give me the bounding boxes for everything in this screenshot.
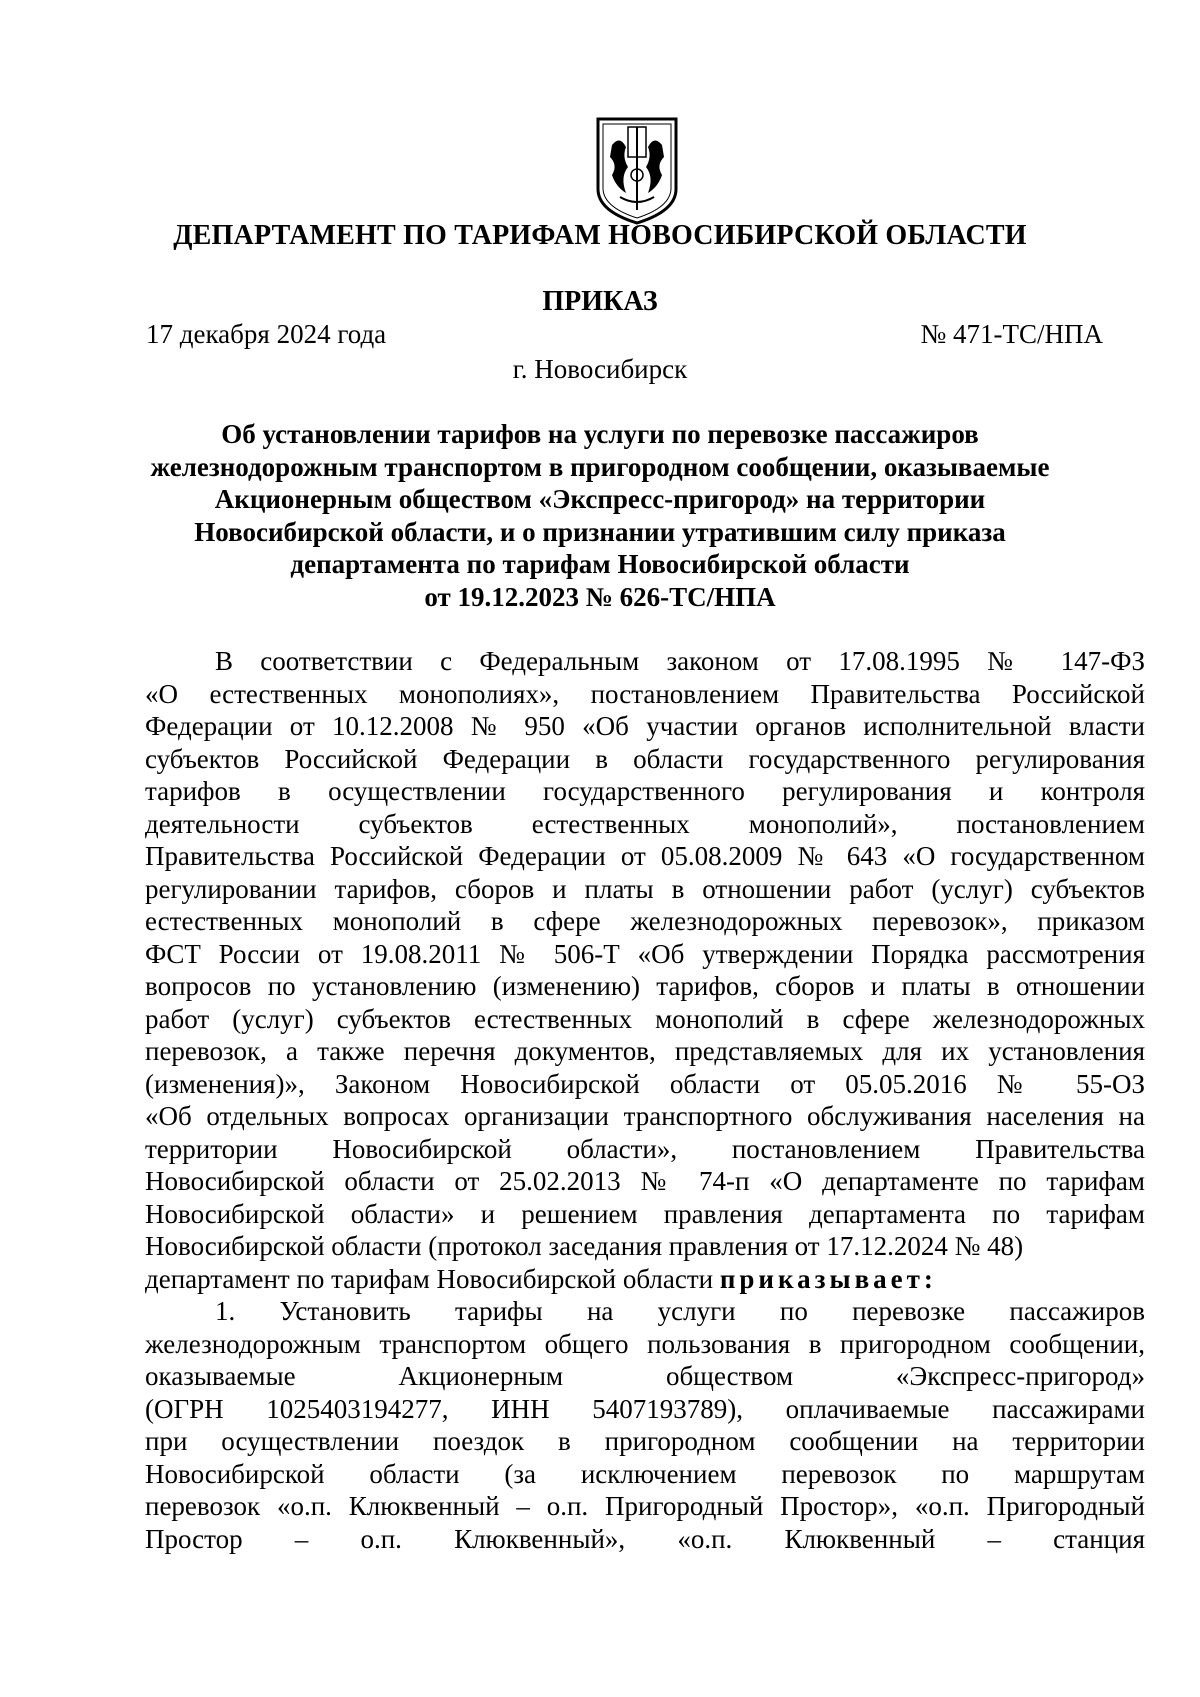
preamble-line: деятельности субъектов естественных монополий», постановлением [145,808,1145,839]
subject-line: Акционерным обществом «Экспресс-пригород» на территории [214,484,986,515]
preamble-line: «О естественных монополиях», постановлением Правительства Российской [145,678,1145,709]
item-1-line: железнодорожным транспортом общего пользования в пригородном сообщении, [145,1328,1145,1359]
item-1-line: 1. Установить тарифы на услуги по перевозке пассажиров [215,1296,1145,1326]
subject-line: Новосибирской области, и о признании утратившим силу приказа [194,516,1006,547]
preamble-line: ФСТ России от 19.08.2011 № 506-Т «Об утверждении Порядка рассмотрения [145,938,1145,969]
item-1-line: оказываемые Акционерным обществом «Экспресс-пригород» [145,1361,1145,1391]
preamble-line: вопросов по установлению (изменению) тарифов, сборов и платы в отношении [145,971,1145,1001]
order-number: № 471-ТС/НПА [920,319,1103,349]
item-1-line: при осуществлении поездок в пригородном сообщении на территории [145,1426,1145,1456]
decree-keyword: приказывает: [719,1263,937,1294]
preamble-line: субъектов Российской Федерации в области государственного регулирования [145,743,1145,774]
order-body [145,645,1145,1555]
preamble-line: Правительства Российской Федерации от 05.08.2009 № 643 «О государственном [145,841,1145,871]
order-city: г. Новосибирск [512,354,688,384]
item-1-line: Простор – о.п. Клюквенный», «о.п. Клюквенный – станция [145,1523,1145,1554]
item-1-line: (ОГРН 1025403194277, ИНН 5407193789), оплачиваемые пассажирами [145,1393,1145,1424]
preamble-line: перевозок, а также перечня документов, представляемых для их установления [145,1036,1145,1066]
decree-line [145,1263,1145,1296]
department-name: ДЕПАРТАМЕНТ ПО ТАРИФАМ НОВОСИБИРСКОЙ ОБЛАСТИ [173,220,1027,251]
document-type: ПРИКАЗ [542,286,658,317]
preamble-line: Новосибирской области (протокол заседания правления от 17.12.2024 № 48) [145,1231,1024,1261]
preamble-line: территории Новосибирской области», постановлением Правительства [145,1133,1145,1164]
preamble-line: естественных монополий в сфере железнодорожных перевозок», приказом [145,906,1145,936]
subject-line: департамента по тарифам Новосибирской области [290,549,910,580]
preamble-line: В соответствии с Федеральным законом от 17.08.1995 № 147-ФЗ [215,646,1145,676]
subject-line: Об установлении тарифов на услуги по перевозке пассажиров [221,419,979,449]
decree-text: департамент по тарифам Новосибирской области [145,1263,714,1294]
preamble-line: Новосибирской области от 25.02.2013 № 74-п «О департаменте по тарифам [145,1166,1145,1196]
item-1-line: Новосибирской области (за исключением перевозок по маршрутам [145,1458,1145,1489]
preamble-line: Новосибирской области» и решением правления департамента по тарифам [145,1198,1145,1229]
preamble-line: Федерации от 10.12.2008 № 950 «Об участии органов исполнительной власти [145,711,1145,741]
coat-of-arms-icon [592,115,682,227]
preamble-line: регулировании тарифов, сборов и платы в отношении работ (услуг) субъектов [145,873,1145,904]
preamble-line: работ (услуг) субъектов естественных монополий в сфере железнодорожных [145,1003,1145,1034]
item-1-line: перевозок «о.п. Клюквенный – о.п. Пригородный Простор», «о.п. Пригородный [145,1491,1145,1521]
subject-line: от 19.12.2023 № 626-ТС/НПА [424,581,776,612]
order-subject [150,418,1050,614]
order-date: 17 декабря 2024 года [146,319,387,349]
subject-line: железнодорожным транспортом в пригородном сообщении, оказываемые [150,451,1050,482]
preamble-line: «Об отдельных вопросах организации транспортного обслуживания населения на [145,1101,1145,1131]
preamble-line: тарифов в осуществлении государственного регулирования и контроля [145,776,1145,806]
preamble-line: (изменения)», Законом Новосибирской области от 05.05.2016 № 55-ОЗ [145,1068,1145,1099]
